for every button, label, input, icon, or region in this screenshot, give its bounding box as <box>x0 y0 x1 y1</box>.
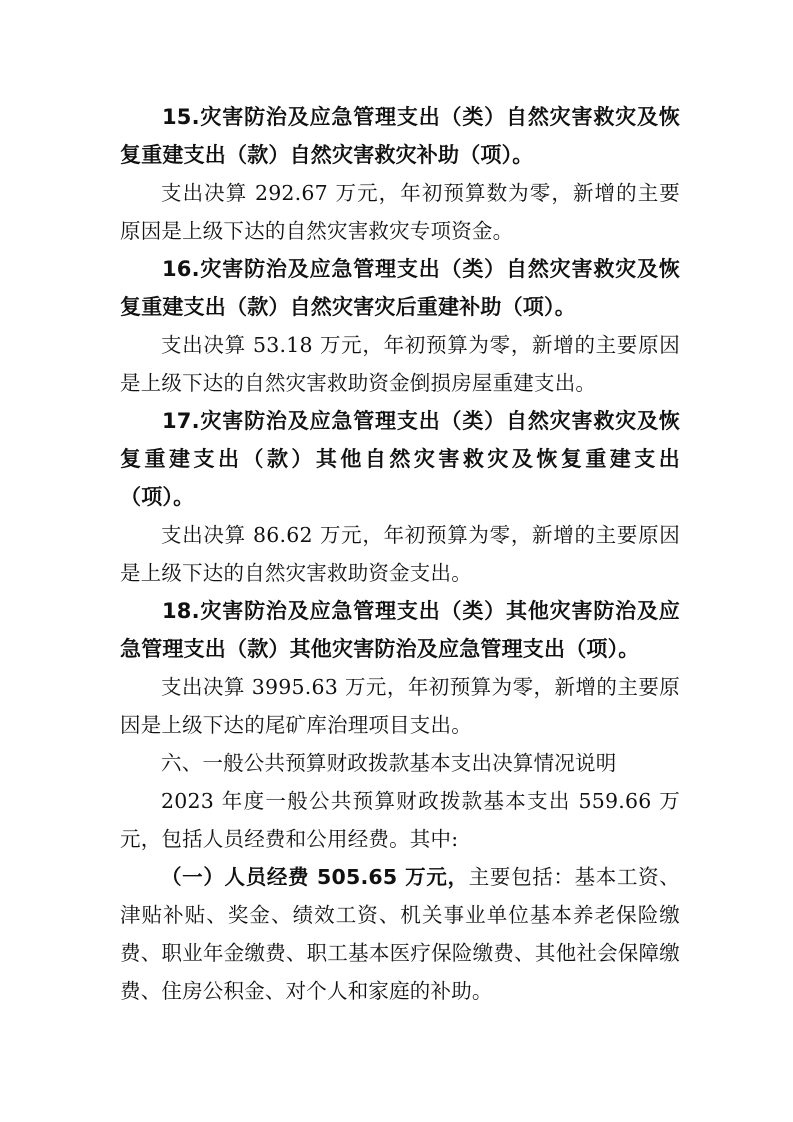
item-15-body: 支出决算 292.67 万元，年初预算数为零，新增的主要原因是上级下达的自然灾害救灾专项资金。 <box>120 181 680 243</box>
item-17-body: 支出决算 86.62 万元，年初预算为零，新增的主要原因是上级下达的自然灾害救助资金支出。 <box>120 523 680 585</box>
item-16-heading: 16.灾害防治及应急管理支出（类）自然灾害救灾及恢复重建支出（款）自然灾害灾后重建补助（项）。 <box>120 257 680 319</box>
item-15-heading: 15.灾害防治及应急管理支出（类）自然灾害救灾及恢复重建支出（款）自然灾害救灾补助（项）。 <box>120 105 680 167</box>
section-six-intro: 2023 年度一般公共预算财政拨款基本支出 559.66 万元，包括人员经费和公用经费。其中: <box>120 789 680 851</box>
item-17-heading: 17.灾害防治及应急管理支出（类）自然灾害救灾及恢复重建支出（款）其他自然灾害救灾及恢复重建支出（项）。 <box>120 409 680 509</box>
personnel-expense-paragraph <box>120 858 680 1010</box>
personnel-expense-text: 主要包括：基本工资、津贴补贴、奖金、绩效工资、机关事业单位基本养老保险缴费、职业年金缴费、职工基本医疗保险缴费、其他社会保障缴费、住房公积金、对个人和家庭的补助。 <box>120 865 681 1003</box>
personnel-expense-label: （一）人员经费 505.65 万元， <box>161 865 469 889</box>
item-16-body: 支出决算 53.18 万元，年初预算为零，新增的主要原因是上级下达的自然灾害救助资金倒损房屋重建支出。 <box>120 333 680 395</box>
section-six-title: 六、一般公共预算财政拨款基本支出决算情况说明 <box>161 751 617 775</box>
item-18-heading: 18.灾害防治及应急管理支出（类）其他灾害防治及应急管理支出（款）其他灾害防治及应急管理支出（项）。 <box>120 599 680 661</box>
item-18-body: 支出决算 3995.63 万元，年初预算为零，新增的主要原因是上级下达的尾矿库治理项目支出。 <box>120 675 680 737</box>
document-page <box>120 98 680 1010</box>
